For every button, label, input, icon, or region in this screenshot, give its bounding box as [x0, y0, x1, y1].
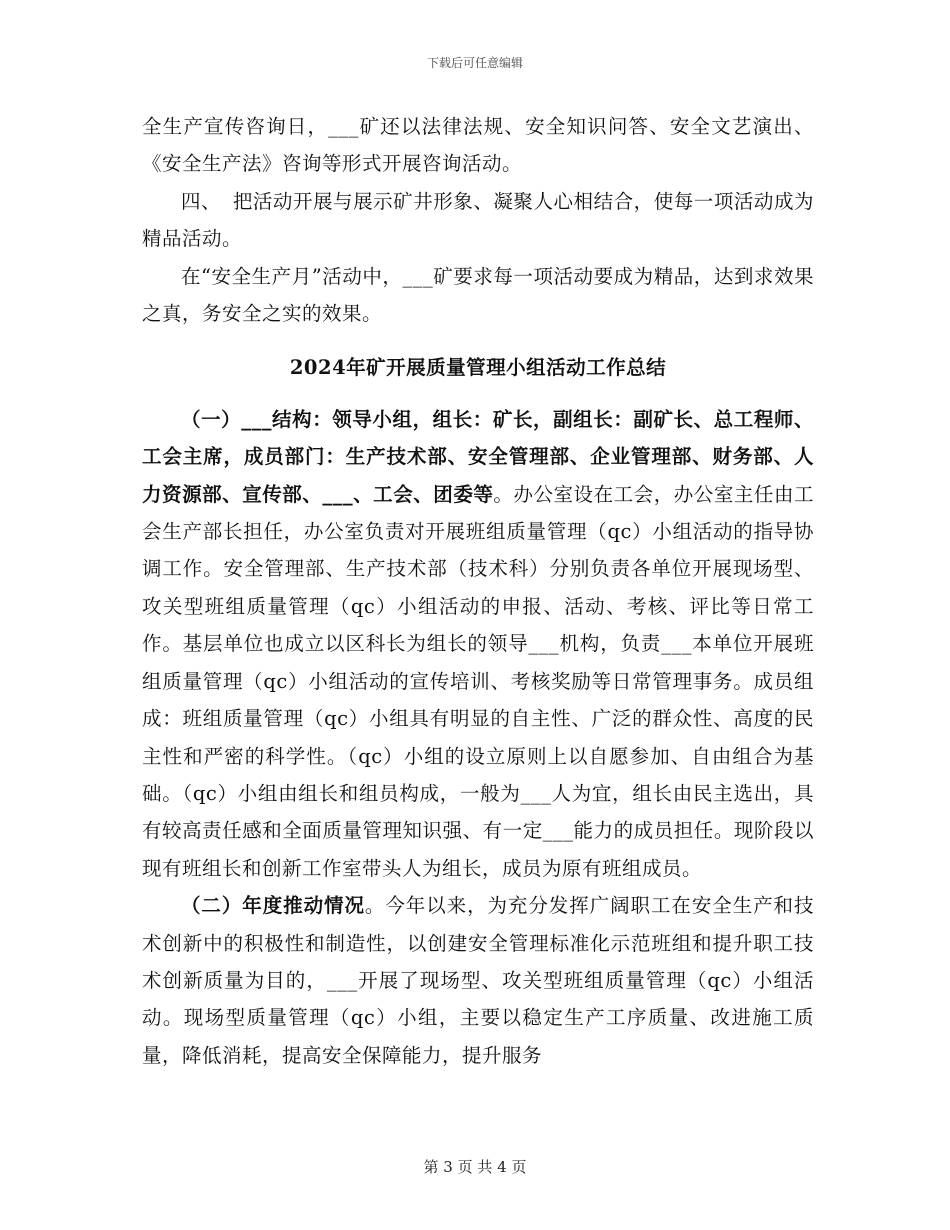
item-text: 把活动开展与展示矿井形象、凝聚人心相结合，使每一项活动成为精品活动。	[142, 189, 814, 251]
section-progress-text: 。今年以来，为充分发挥广阔职工在安全生产和技术创新中的积极性和制造性，以创建安全管理标准化示范班组和提升职工技术创新质量为目的，___开展了现场型、攻关型班组质量管理（qc）小组活动。现场型质量管理（qc）小组，主要以稳定生产工序质量、改进施工质量，降低消耗，提高安全保障能力，提升服务	[142, 894, 814, 1067]
section-progress	[142, 887, 814, 1074]
item-number: 四、	[181, 189, 222, 213]
paragraph-item-four	[142, 183, 814, 258]
section-structure-heading: （一）___结构：领导小组，组长：矿长，副组长：副矿长、总工程师、工会主席，成员部门：生产技术部、安全管理部、企业管理部、财务部、人力资源部、宣传部、___、工会、团委等	[142, 407, 814, 506]
paragraph-safety-month: 在“安全生产月”活动中，___矿要求每一项活动要成为精品，达到求效果之真，务安全之实的效果。	[142, 264, 814, 326]
document-body	[142, 108, 814, 1074]
document-title: 2024年矿开展质量管理小组活动工作总结	[289, 356, 667, 380]
section-structure-text: 。办公室设在工会，办公室主任由工会生产部长担任，办公室负责对开展班组质量管理（qc）小组活动的指导协调工作。安全管理部、生产技术部（技术科）分别负责各单位开展现场型、攻关型班组质量管理（qc）小组活动的申报、活动、考核、评比等日常工作。基层单位也成立以区科长为组长的领导___机构，负责___本单位开展班组质量管理（qc）小组活动的宣传培训、考核奖励等日常管理事务。成员组成：班组质量管理（qc）小组具有明显的自主性、广泛的群众性、高度的民主性和严密的科学性。（qc）小组的设立原则上以自愿参加、自由组合为基础。（qc）小组由组长和组员构成，一般为___人为宜，组长由民主选出，具有较高责任感和全面质量管理知识强、有一定___能力的成员担任。现阶段以现有班组长和创新工作室带头人为组长，成员为原有班组成员。	[142, 482, 814, 880]
page-footer: 第 3 页 共 4 页	[423, 1158, 527, 1176]
paragraph-continued: 全生产宣传咨询日，___矿还以法律法规、安全知识问答、安全文艺演出、《安全生产法》咨询等形式开展咨询活动。	[142, 115, 814, 176]
section-structure	[142, 401, 814, 887]
section-progress-heading: （二）年度推动情况	[181, 894, 365, 918]
page-header: 下载后可任意编辑	[426, 56, 523, 70]
